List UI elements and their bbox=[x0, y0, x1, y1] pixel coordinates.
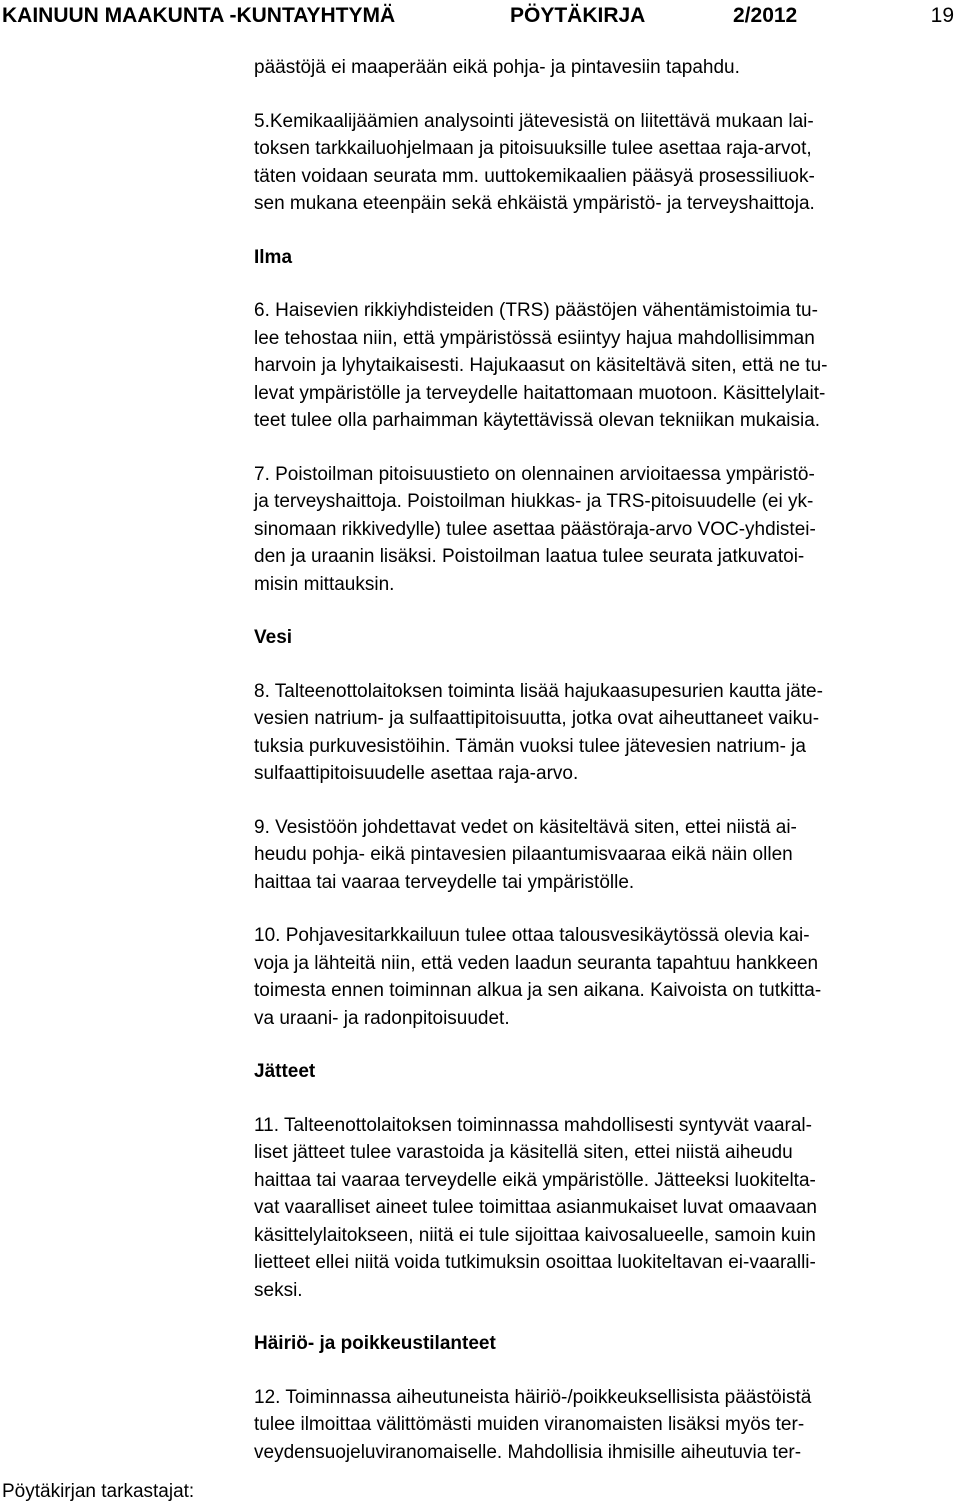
text-line: haittaa tai vaaraa terveydelle eikä ympäristölle. Jätteeksi luokitelta- bbox=[254, 1169, 816, 1191]
section-heading-waste: Jätteet bbox=[254, 1061, 316, 1082]
text-line: haittaa tai vaaraa terveydelle tai ympäristölle. bbox=[254, 871, 635, 893]
paragraph-7 bbox=[254, 461, 954, 599]
document-body bbox=[254, 54, 954, 1492]
text-line: toksen tarkkailuohjelmaan ja pitoisuuksille tulee asettaa raja-arvot, bbox=[254, 138, 812, 159]
text-line: 7. Poistoilman pitoisuustieto on olennainen arvioitaessa ympäristö- bbox=[254, 463, 815, 485]
text-line: den ja uraanin lisäksi. Poistoilman laatua tulee seurata jatkuvatoi- bbox=[254, 546, 805, 567]
text-line: 9. Vesistöön johdettavat vedet on käsiteltävä siten, ettei niistä ai- bbox=[254, 816, 797, 838]
paragraph-10 bbox=[254, 922, 954, 1032]
text-line: seksi. bbox=[254, 1279, 303, 1301]
text-line: lee tehostaa niin, että ympäristössä esiintyy hajua mahdollisimman bbox=[254, 327, 815, 349]
document-number: 2/2012 bbox=[733, 4, 798, 27]
text-line: misin mittauksin. bbox=[254, 573, 395, 595]
section-heading-air: Ilma bbox=[254, 246, 293, 268]
text-line: toimesta ennen toiminnan alkua ja sen aikana. Kaivoista on tutkitta- bbox=[254, 980, 822, 1001]
text-line: sinomaan rikkivedylle) tulee asettaa päästöraja-arvo VOC-yhdistei- bbox=[254, 518, 816, 540]
text-line: teet tulee olla parhaimman käytettävissä olevan tekniikan mukaisia. bbox=[254, 410, 821, 431]
text-line: sen mukana eteenpäin sekä ehkäistä ympäristö- ja terveyshaittoja. bbox=[254, 193, 815, 214]
text-line: heudu pohja- eikä pintavesien pilaantumisvaaraa eikä näin ollen bbox=[254, 844, 793, 865]
text-line: vat vaaralliset aineet tulee toimittaa asianmukaiset luvat omaavaan bbox=[254, 1197, 817, 1218]
text-line: ja terveyshaittoja. Poistoilman hiukkas- ja TRS-pitoisuudelle (ei yk- bbox=[254, 491, 814, 512]
text-line: levat ympäristölle ja terveydelle haitattomaan muotoon. Käsittelylait- bbox=[254, 382, 826, 404]
text-line: 5.Kemikaalijäämien analysointi jätevesistä on liitettävä mukaan lai- bbox=[254, 110, 814, 132]
text-line: 11. Talteenottolaitoksen toiminnassa mahdollisesti syntyvät vaaral- bbox=[254, 1114, 812, 1136]
text-line: päästöjä ei maaperään eikä pohja- ja pintavesiin tapahdu. bbox=[254, 57, 740, 78]
text-line: sulfaattipitoisuudelle asettaa raja-arvo. bbox=[254, 763, 579, 784]
text-line: tuksia purkuvesistöihin. Tämän vuoksi tulee jätevesien natrium- ja bbox=[254, 735, 806, 757]
text-line: käsittelylaitokseen, niitä ei tule sijoittaa kaivosalueelle, samoin kuin bbox=[254, 1224, 816, 1246]
text-line: veydensuojeluviranomaiselle. Mahdollisia ihmisille aiheutuvia ter- bbox=[254, 1441, 802, 1463]
text-line: 10. Pohjavesitarkkailuun tulee ottaa talousvesikäytössä olevia kai- bbox=[254, 925, 810, 946]
text-line: 8. Talteenottolaitoksen toiminta lisää hajukaasupesurien kautta jäte- bbox=[254, 680, 823, 702]
text-line: vesien natrium- ja sulfaattipitoisuutta, jotka ovat aiheuttaneet vaiku- bbox=[254, 708, 820, 729]
text-line: 6. Haisevien rikkiyhdisteiden (TRS) päästöjen vähentämistoimia tu- bbox=[254, 300, 818, 321]
text-line: täten voidaan seurata mm. uuttokemikaalien pääsyä prosessiliuok- bbox=[254, 165, 815, 187]
text-line: voja ja lähteitä niin, että veden laadun seuranta tapahtuu hankkeen bbox=[254, 952, 819, 974]
paragraph-8 bbox=[254, 678, 954, 788]
section-heading-water: Vesi bbox=[254, 627, 293, 648]
footer-reviewers-label: Pöytäkirjan tarkastajat: bbox=[2, 1481, 195, 1502]
text-line: 12. Toiminnassa aiheutuneista häiriö-/poikkeuksellisista päästöistä bbox=[254, 1386, 812, 1408]
paragraph-9 bbox=[254, 814, 954, 897]
text-line: va uraani- ja radonpitoisuudet. bbox=[254, 1007, 510, 1029]
paragraph-12 bbox=[254, 1384, 954, 1467]
page-number: 19 bbox=[930, 4, 954, 27]
organization-name: KAINUUN MAAKUNTA -KUNTAYHTYMÄ bbox=[2, 4, 396, 27]
paragraph-11 bbox=[254, 1112, 954, 1305]
text-line: lietteet ellei niitä voida tutkimuksin osoittaa luokiteltavan ei-vaaralli- bbox=[254, 1252, 816, 1273]
page-header bbox=[0, 0, 960, 32]
text-line: tulee ilmoittaa välittömästi muiden viranomaisten lisäksi myös ter- bbox=[254, 1414, 805, 1435]
paragraph-5 bbox=[254, 108, 954, 218]
section-heading-incidents: Häiriö- ja poikkeustilanteet bbox=[254, 1333, 496, 1354]
text-line: harvoin ja lyhytaikaisesti. Hajukaasut on käsiteltävä siten, että ne tu- bbox=[254, 355, 828, 376]
paragraph-continued bbox=[254, 54, 954, 82]
document-type: PÖYTÄKIRJA bbox=[510, 4, 646, 27]
paragraph-6 bbox=[254, 297, 954, 435]
text-line: liset jätteet tulee varastoida ja käsitellä siten, ettei niistä aiheudu bbox=[254, 1142, 793, 1163]
